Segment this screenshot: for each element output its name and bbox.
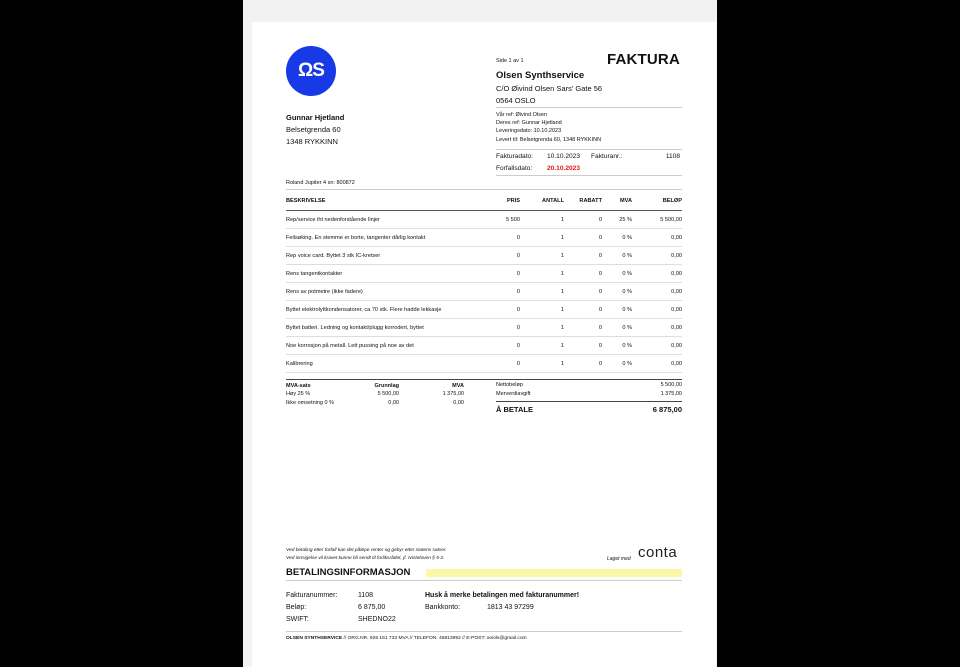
item-description: Rep voice card. Byttet 3 stk IC-kretser — [286, 247, 476, 265]
vat-row — [286, 391, 464, 400]
seller-name: Olsen Synthservice — [496, 70, 585, 81]
references — [496, 111, 601, 144]
item-discount: 0 — [564, 229, 602, 247]
item-price: 0 — [476, 337, 520, 355]
header-vat: MVA — [602, 192, 632, 211]
invoice-number-label: Fakturanr.: — [591, 153, 623, 160]
conta-logo: conta — [638, 544, 678, 561]
vat-base-header: Grunnlag — [374, 383, 399, 389]
item-discount: 0 — [564, 301, 602, 319]
item-vat: 0 % — [602, 265, 632, 283]
divider — [496, 107, 682, 108]
item-amount: 0,00 — [632, 265, 682, 283]
item-price: 0 — [476, 247, 520, 265]
item-vat: 0 % — [602, 319, 632, 337]
item-vat: 0 % — [602, 355, 632, 373]
your-ref: Deres ref: Gunnar Hjetland — [496, 120, 562, 127]
item-price: 0 — [476, 301, 520, 319]
late-payment-notice: Ved betaling etter forfall kan det påløpe renter og gebyr etter statens satser. — [286, 548, 447, 553]
item-quantity: 1 — [520, 211, 564, 229]
item-quantity: 1 — [520, 301, 564, 319]
item-description: Byttet batteri. Ledning og kontakt/plugg korrodert, byttet — [286, 319, 476, 337]
item-quantity: 1 — [520, 337, 564, 355]
vat-amount-header: MVA — [452, 383, 464, 389]
vat-rate: Høy 25 % — [286, 391, 311, 397]
item-quantity: 1 — [520, 283, 564, 301]
vat-total-amount: 1 375,00 — [660, 391, 682, 397]
seller-address-line2: 0564 OSLO — [496, 96, 536, 105]
item-discount: 0 — [564, 337, 602, 355]
item-description: Noe korrosjon på metall. Lett pussing på noe av det — [286, 337, 476, 355]
payment-info-heading: BETALINGSINFORMASJON — [286, 567, 411, 578]
item-vat: 0 % — [602, 229, 632, 247]
legal-notice — [286, 547, 447, 563]
our-ref: Vår ref: Øivind Olsen — [496, 112, 548, 118]
item-price: 0 — [476, 355, 520, 373]
vat-base: 0,00 — [388, 400, 399, 406]
amount-due: 6 875,00 — [652, 405, 682, 414]
vat-row — [286, 400, 464, 409]
item-quantity: 1 — [520, 247, 564, 265]
item-description: Byttet elektrolyttkondensatorer, ca 70 stk. Flere hadde lekkasje — [286, 301, 476, 319]
payment-amount: 6 875,00 — [358, 604, 386, 611]
item-price: 5 500 — [476, 211, 520, 229]
item-amount: 0,00 — [632, 301, 682, 319]
net-label: Nettobeløp — [496, 382, 523, 388]
vat-summary — [286, 383, 464, 409]
item-vat: 0 % — [602, 337, 632, 355]
item-amount: 0,00 — [632, 319, 682, 337]
item-description: Rens tangentkontakter — [286, 265, 476, 283]
amount-due-label: Å BETALE — [496, 405, 533, 414]
item-amount: 0,00 — [632, 355, 682, 373]
item-discount: 0 — [564, 247, 602, 265]
table-row — [286, 211, 682, 229]
item-description: Rep/service iht nedenforstående linjer — [286, 211, 476, 229]
swift-label: SWIFT: — [286, 616, 309, 623]
buyer-address-line2: 1348 RYKKINN — [286, 137, 338, 146]
net-row — [496, 382, 682, 391]
item-price: 0 — [476, 229, 520, 247]
table-row — [286, 283, 682, 301]
due-date: 20.10.2023 — [547, 165, 581, 172]
dispute-notice: Ved innsigelse vil kravet kunne bli sendt til forliksrådet, jf. tvisteloven § 5-2. — [286, 556, 445, 561]
item-quantity: 1 — [520, 355, 564, 373]
highlight-bar — [426, 569, 682, 577]
item-price: 0 — [476, 265, 520, 283]
payment-invoice-number-label: Fakturanummer: — [286, 592, 338, 599]
amount-due-row — [496, 405, 682, 417]
item-amount: 0,00 — [632, 337, 682, 355]
page-number: Side 1 av 1 — [496, 58, 524, 64]
footer-company: OLSEN SYNTHSERVICE — [286, 636, 343, 641]
item-amount: 5 500,00 — [632, 211, 682, 229]
item-quantity: 1 — [520, 265, 564, 283]
item-discount: 0 — [564, 265, 602, 283]
invoice-page — [252, 22, 716, 667]
delivery-date: Leveringsdato: 10.10.2023 — [496, 128, 562, 135]
item-quantity: 1 — [520, 229, 564, 247]
item-amount: 0,00 — [632, 229, 682, 247]
vat-amount: 1 375,00 — [442, 391, 464, 397]
item-price: 0 — [476, 283, 520, 301]
footer-details: // ORG.NR. 926 161 733 MVA // TELEFON: 46813992 // E-POST: oeiols@gmail.com — [342, 636, 527, 641]
table-row — [286, 229, 682, 247]
due-date-label: Forfallsdato: — [496, 165, 533, 172]
item-vat: 0 % — [602, 301, 632, 319]
vat-base: 5 500,00 — [377, 391, 399, 397]
company-logo: ΩS — [286, 46, 336, 96]
divider — [286, 379, 682, 380]
table-row — [286, 301, 682, 319]
item-description: Kalibrering — [286, 355, 476, 373]
vat-rate-header: MVA-sats — [286, 383, 311, 389]
table-row — [286, 355, 682, 373]
totals — [496, 382, 682, 417]
item-vat: 0 % — [602, 247, 632, 265]
invoice-note: Roland Jupiter 4 sn: 800872 — [286, 180, 355, 186]
table-row — [286, 265, 682, 283]
item-description: Feilsøking. En stemme er borte, tangenter dårlig kontakt — [286, 229, 476, 247]
vat-amount: 0,00 — [453, 400, 464, 406]
item-discount: 0 — [564, 211, 602, 229]
bank-account-label: Bankkonto: — [425, 604, 461, 611]
buyer-name: Gunnar Hjetland — [286, 113, 345, 122]
footer — [286, 636, 527, 641]
line-items-table — [286, 192, 682, 373]
vat-header-row — [286, 383, 464, 391]
payment-reminder: Husk å merke betalingen med fakturanummer! — [425, 592, 580, 599]
invoice-number: 1108 — [665, 153, 680, 160]
divider — [286, 580, 682, 581]
item-vat: 25 % — [602, 211, 632, 229]
divider — [286, 631, 682, 632]
header-description: BESKRIVELSE — [286, 192, 476, 211]
item-discount: 0 — [564, 355, 602, 373]
payment-invoice-number: 1108 — [358, 592, 374, 599]
divider — [286, 189, 682, 190]
delivered-to: Levert til: Belsetgrenda 60, 1348 RYKKINN — [496, 136, 602, 143]
invoice-title: FAKTURA — [606, 51, 680, 68]
item-amount: 0,00 — [632, 247, 682, 265]
item-description: Rens av potmetre (ikke fadere) — [286, 283, 476, 301]
bank-account: 1813 43 97299 — [487, 604, 534, 611]
header-discount: RABATT — [564, 192, 602, 211]
table-header-row — [286, 192, 682, 211]
header-amount: BELØP — [632, 192, 682, 211]
buyer-address-line1: Belsetgrenda 60 — [286, 125, 341, 134]
vat-rate: Ikke omsetning 0 % — [286, 400, 334, 406]
table-row — [286, 337, 682, 355]
header-quantity: ANTALL — [520, 192, 564, 211]
divider — [496, 175, 682, 176]
item-price: 0 — [476, 319, 520, 337]
swift-code: SHEDNO22 — [358, 616, 396, 623]
item-amount: 0,00 — [632, 283, 682, 301]
table-row — [286, 319, 682, 337]
invoice-date-label: Fakturadato: — [496, 153, 534, 160]
payment-amount-label: Beløp: — [286, 604, 307, 611]
made-with-label: Laget med — [607, 556, 631, 562]
net-amount: 5 500,00 — [660, 382, 682, 388]
invoice-date: 10.10.2023 — [547, 153, 581, 160]
item-discount: 0 — [564, 319, 602, 337]
item-discount: 0 — [564, 283, 602, 301]
item-vat: 0 % — [602, 283, 632, 301]
vat-total-row — [496, 391, 682, 402]
item-quantity: 1 — [520, 319, 564, 337]
seller-address-line1: C/O Øivind Olsen Sars' Gate 56 — [496, 84, 603, 93]
table-row — [286, 247, 682, 265]
vat-total-label: Merverdiavgift — [496, 391, 531, 397]
header-price: PRIS — [476, 192, 520, 211]
divider — [496, 149, 682, 150]
